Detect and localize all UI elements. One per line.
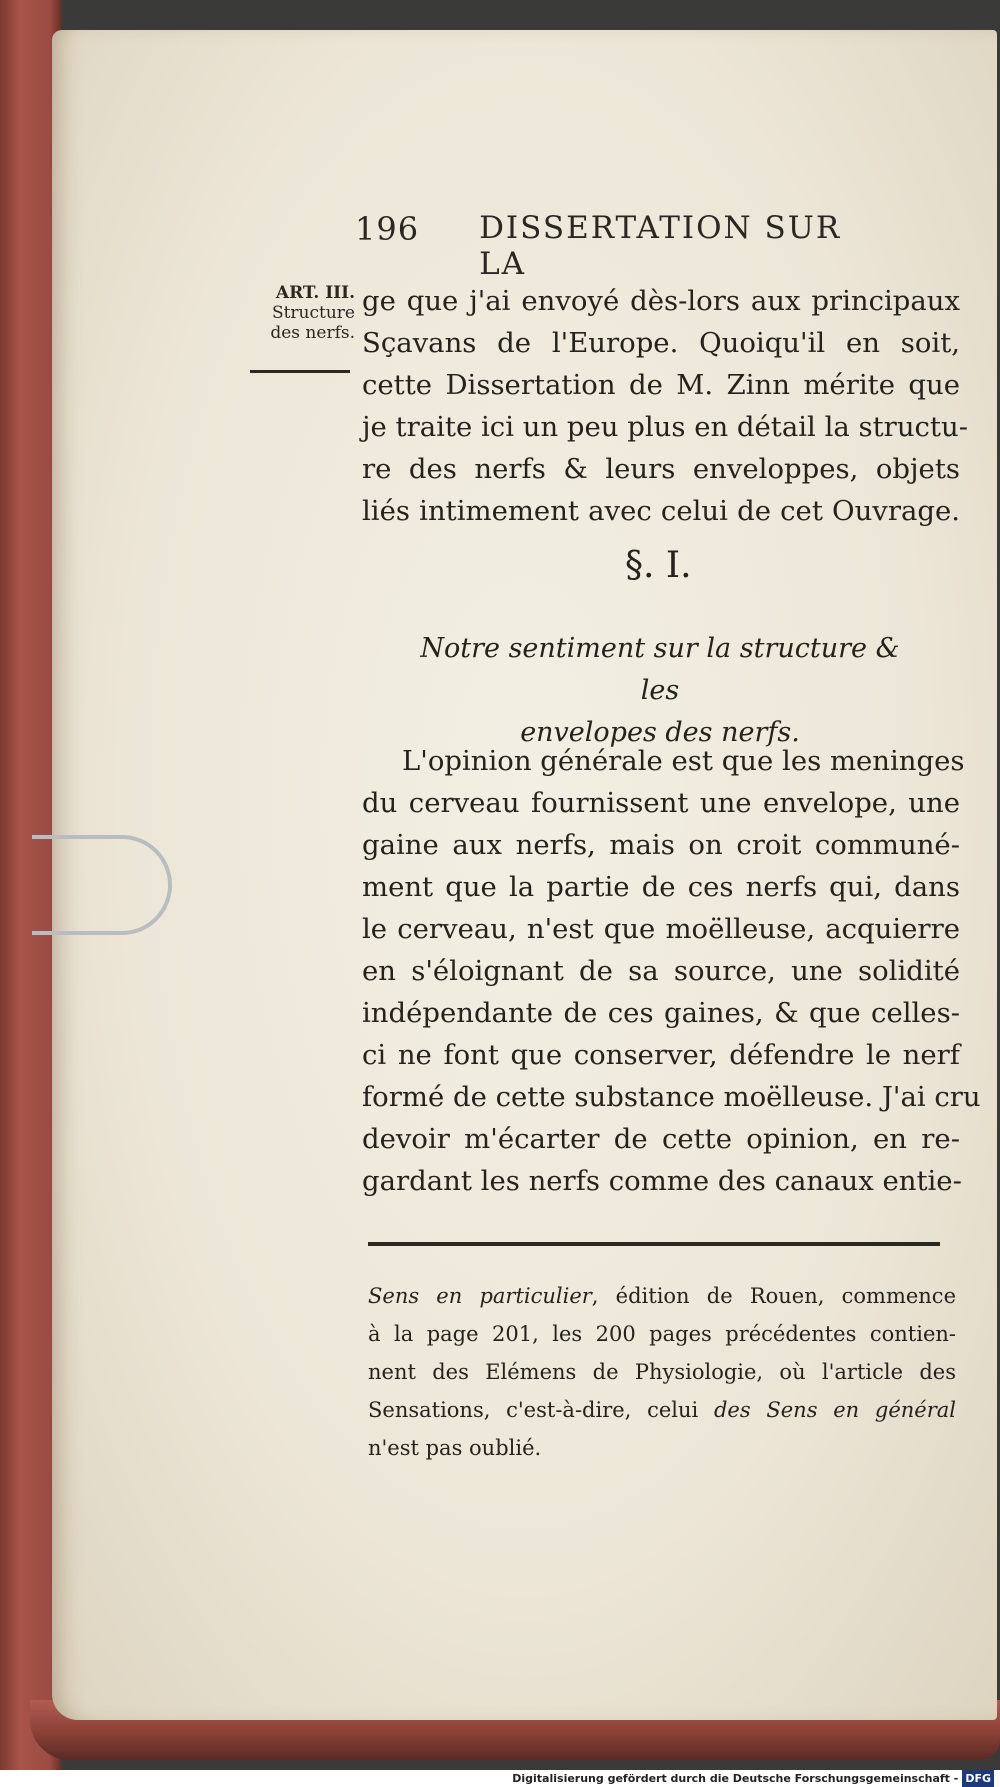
text-line: re des nerfs & leurs enveloppes, objets [362, 453, 960, 485]
margin-note [240, 283, 355, 343]
margin-note-subject-1: Structure [271, 303, 355, 323]
text-line: L'opinion générale est que les meninges [402, 745, 965, 777]
footnote-text-4: Sensations, c'est-à-dire, celui [368, 1398, 714, 1422]
text-line: gaine aux nerfs, mais on croit communé- [362, 829, 960, 861]
text-line: ment que la partie de ces nerfs qui, dans [362, 871, 960, 903]
margin-note-article: ART. III. [275, 283, 355, 303]
footnote-line-2: à la page 201, les 200 pages précédentes contien- [368, 1322, 956, 1346]
footnote-italic-1: Sens en particulier [368, 1284, 592, 1308]
text-line: en s'éloignant de sa source, une solidité [362, 955, 960, 987]
text-line: indépendante de ces gaines, & que celles- [362, 997, 960, 1029]
text-line: devoir m'écarter de cette opinion, en re- [362, 1123, 960, 1155]
text-line: formé de cette substance moëlleuse. J'ai cru [362, 1081, 981, 1113]
text-line: cette Dissertation de M. Zinn mérite que [362, 369, 960, 401]
text-line: je traite ici un peu plus en détail la structu- [362, 411, 968, 443]
footnote-line-5: n'est pas oublié. [368, 1436, 542, 1460]
page-clip [32, 835, 172, 935]
footnote-rule [368, 1242, 940, 1246]
digitization-note: Digitalisierung gefördert durch die Deutsche Forschungsgemeinschaft - [512, 1772, 959, 1785]
footnote-line-1 [368, 1277, 956, 1315]
margin-note-subject-2: des nerfs. [270, 323, 355, 343]
footnote-line-4 [368, 1391, 956, 1429]
dfg-logo: DFG [962, 1770, 994, 1787]
digitization-footer [0, 1770, 1000, 1787]
section-title-line-2: envelopes des nerfs. [520, 717, 800, 748]
text-line: Sçavans de l'Europe. Quoiqu'il en soit, [362, 327, 960, 359]
body-paragraph [362, 740, 981, 1202]
text-line: ge que j'ai envoyé dès-lors aux principaux [362, 285, 960, 317]
footnote-line-3: nent des Elémens de Physiologie, où l'article des [368, 1360, 956, 1384]
section-title [400, 628, 920, 754]
footnote-italic-4: des Sens en général [713, 1398, 956, 1422]
running-title: DISSERTATION SUR LA [479, 210, 842, 282]
text-line: gardant les nerfs comme des canaux entie- [362, 1165, 962, 1197]
text-line: ci ne font que conserver, défendre le nerf [362, 1039, 960, 1071]
margin-rule [250, 370, 350, 373]
footnote [368, 1277, 956, 1467]
section-mark: §. I. [625, 545, 692, 586]
page-header [355, 210, 875, 282]
text-line: du cerveau fournissent une envelope, une [362, 787, 960, 819]
footnote-text-1: , édition de Rouen, commence [591, 1284, 956, 1308]
section-title-line-1: Notre sentiment sur la structure & les [420, 633, 900, 706]
page-number: 196 [355, 210, 420, 248]
intro-text [362, 280, 968, 532]
text-line: le cerveau, n'est que moëlleuse, acquierre [362, 913, 960, 945]
text-line: liés intimement avec celui de cet Ouvrage. [362, 495, 960, 527]
